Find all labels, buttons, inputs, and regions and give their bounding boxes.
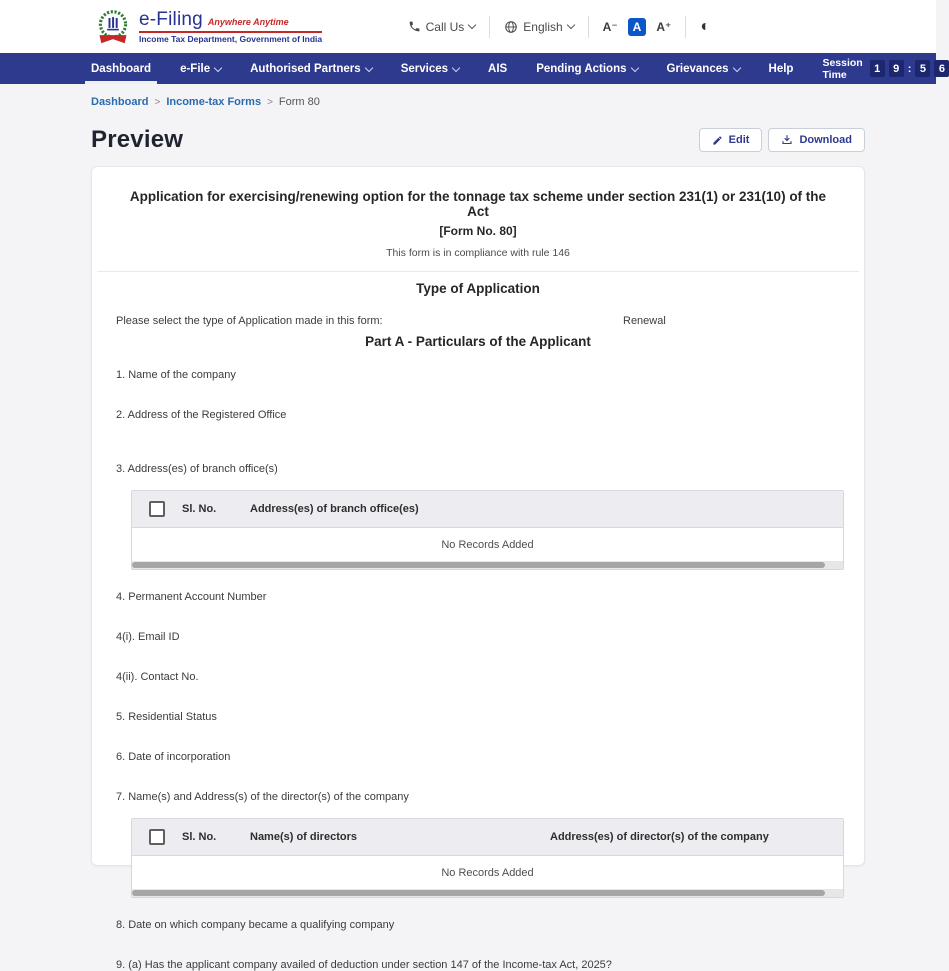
form-compliance-note: This form is in compliance with rule 146	[386, 247, 570, 259]
pencil-icon	[712, 135, 723, 146]
horizontal-scrollbar	[132, 561, 843, 569]
application-type-label: Please select the type of Application made in this form:	[116, 315, 383, 327]
field-directors-name-address: 7. Name(s) and Address(s) of the director(s) of the company	[116, 791, 409, 803]
brand-subtitle: Income Tax Department, Government of India	[139, 33, 323, 44]
top-header	[0, 0, 936, 53]
select-all-checkbox[interactable]	[149, 829, 165, 845]
download-button[interactable]: Download	[768, 128, 865, 152]
branch-office-table	[131, 490, 844, 570]
breadcrumb-separator: >	[267, 96, 273, 108]
divider	[97, 271, 859, 272]
breadcrumb	[0, 84, 936, 108]
font-normal-button[interactable]: A	[628, 18, 647, 36]
language-menu[interactable]	[504, 20, 573, 34]
directors-table	[131, 818, 844, 898]
call-us-label: Call Us	[425, 19, 465, 34]
page-header	[91, 126, 865, 154]
brand-tagline: Anywhere Anytime	[207, 16, 289, 27]
nav-item-pending-actions[interactable]: Pending Actions	[536, 53, 637, 84]
font-size-controls	[603, 18, 672, 36]
breadcrumb-income-tax-forms[interactable]: Income-tax Forms	[166, 96, 262, 108]
nav-item-services[interactable]: Services	[401, 53, 459, 84]
field-registered-office-address: 2. Address of the Registered Office	[116, 409, 287, 421]
nav-item-authorised-partners[interactable]: Authorised Partners	[250, 53, 372, 84]
breadcrumb-current: Form 80	[278, 96, 320, 108]
field-pan: 4. Permanent Account Number	[116, 591, 267, 603]
session-digit: 6	[934, 60, 949, 77]
field-company-name: 1. Name of the company	[116, 369, 236, 381]
income-tax-emblem-icon	[95, 8, 131, 46]
divider	[489, 16, 490, 38]
session-digit: 5	[915, 60, 930, 77]
column-sl-no: Sl. No.	[182, 503, 217, 515]
column-director-names: Name(s) of directors	[250, 831, 357, 843]
form-title: Application for exercising/renewing option for the tonnage tax scheme under section 231(1) or 231(10) of the Act	[129, 189, 827, 219]
chevron-down-icon	[566, 21, 574, 29]
application-type-value: Renewal	[623, 315, 666, 327]
chevron-down-icon	[732, 63, 740, 71]
form-preview-card	[91, 166, 865, 971]
brand-name: e-Filing	[139, 8, 203, 30]
field-date-of-incorporation: 6. Date of incorporation	[116, 751, 231, 763]
chevron-down-icon	[214, 63, 222, 71]
contrast-toggle-icon[interactable]: ◐	[700, 17, 710, 35]
column-branch-address: Address(es) of branch office(es)	[250, 503, 419, 515]
field-contact-no: 4(ii). Contact No.	[116, 671, 199, 683]
field-email: 4(i). Email ID	[116, 631, 180, 643]
session-time-label: Session Time	[822, 56, 863, 81]
session-timer	[822, 53, 949, 84]
column-sl-no: Sl. No.	[182, 831, 217, 843]
page-title: Preview	[91, 126, 184, 153]
chevron-down-icon	[452, 63, 460, 71]
language-label: English	[523, 19, 563, 34]
chevron-down-icon	[364, 63, 372, 71]
main-navbar	[0, 53, 945, 84]
edit-button[interactable]: Edit	[699, 128, 763, 152]
nav-item-grievances[interactable]: Grievances	[667, 53, 740, 84]
breadcrumb-dashboard[interactable]: Dashboard	[91, 96, 149, 108]
nav-item-e-file[interactable]: e-File	[180, 53, 221, 84]
session-digit: 9	[889, 60, 904, 77]
field-deduction-question: 9. (a) Has the applicant company availed of deduction under section 147 of the Income-tax Act, 2025?	[116, 959, 612, 971]
scrollbar-thumb[interactable]	[132, 562, 825, 568]
download-icon	[781, 134, 793, 146]
nav-item-help[interactable]: Help	[768, 62, 794, 75]
divider	[685, 16, 686, 38]
empty-state-text: No Records Added	[441, 538, 534, 551]
phone-icon	[408, 20, 421, 33]
chevron-down-icon	[630, 63, 638, 71]
field-residential-status: 5. Residential Status	[116, 711, 217, 723]
form-number: [Form No. 80]	[439, 224, 517, 238]
nav-item-ais[interactable]: AIS	[488, 62, 508, 75]
nav-item-dashboard[interactable]: Dashboard	[91, 53, 151, 84]
section-part-a: Part A - Particulars of the Applicant	[365, 334, 591, 349]
font-decrease-button[interactable]: A⁻	[602, 19, 618, 34]
header-utilities	[408, 16, 710, 38]
font-increase-button[interactable]: A⁺	[656, 19, 672, 34]
section-type-of-application: Type of Application	[416, 281, 540, 296]
site-logo[interactable]	[95, 8, 322, 46]
column-director-addresses: Address(es) of director(s) of the company	[550, 831, 769, 843]
divider	[588, 16, 589, 38]
breadcrumb-separator: >	[154, 96, 161, 108]
call-us-menu[interactable]	[408, 20, 476, 34]
session-digit: 1	[870, 60, 885, 77]
field-qualifying-company-date: 8. Date on which company became a qualifying company	[116, 919, 395, 931]
globe-icon	[504, 20, 518, 34]
horizontal-scrollbar	[132, 889, 843, 897]
session-colon: :	[907, 62, 912, 75]
scrollbar-thumb[interactable]	[132, 890, 825, 896]
chevron-down-icon	[468, 21, 476, 29]
empty-state-text: No Records Added	[441, 866, 534, 879]
field-branch-office-addresses: 3. Address(es) of branch office(s)	[116, 463, 278, 475]
select-all-checkbox[interactable]	[149, 501, 165, 517]
